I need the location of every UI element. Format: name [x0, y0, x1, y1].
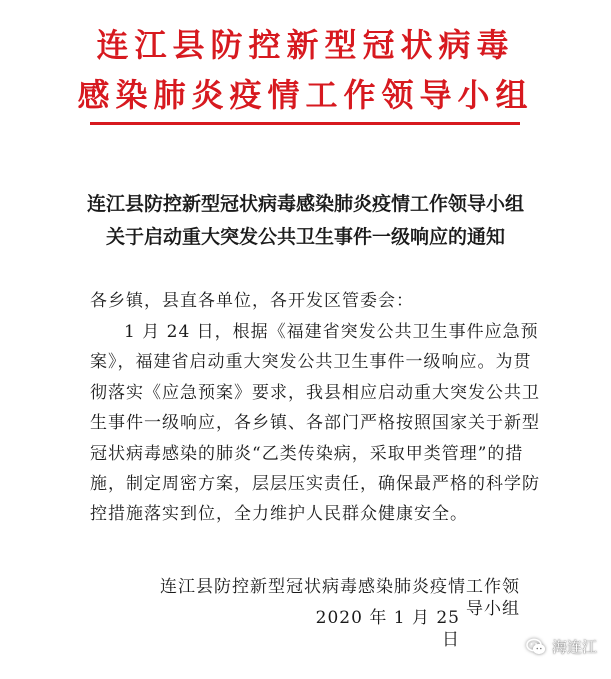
- salutation: 各乡镇，县直各单位，各开发区管委会：: [90, 291, 414, 311]
- title-line-1: 连江县防控新型冠状病毒感染肺炎疫情工作领导小组: [86, 193, 524, 215]
- body-line: 案》，福建省启动重大突发公共卫生事件一级响应。为贯: [90, 352, 532, 373]
- watermark: [526, 636, 597, 657]
- issue-date: 2020 年 1 月 25 日: [315, 608, 460, 650]
- header-line-2: 感染肺炎疫情工作领导小组: [77, 76, 534, 114]
- header-line-1: 连江县防控新型冠状病毒: [96, 26, 515, 64]
- notice-title: [0, 188, 611, 254]
- header-divider: [90, 122, 520, 125]
- body-line: 控措施落实到位，全力维护人民群众健康安全。: [90, 504, 468, 525]
- body-line: 生事件一级响应，各乡镇、各部门严格按照国家关于新型: [90, 413, 540, 434]
- body-line: 施，制定周密方案，层层压实责任，确保最严格的科学防: [90, 474, 540, 495]
- document-header: [0, 20, 611, 120]
- title-line-2: 关于启动重大突发公共卫生事件一级响应的通知: [105, 226, 505, 248]
- body-line: 1 月 24 日，根据《福建省突发公共卫生事件应急预: [124, 322, 539, 342]
- body-paragraph: [90, 317, 540, 530]
- wechat-icon: [526, 638, 546, 656]
- body-line: 冠状病毒感染的肺炎“乙类传染病，采取甲类管理”的措: [90, 443, 524, 464]
- watermark-text: 海连江: [551, 638, 597, 656]
- signature: 连江县防控新型冠状病毒感染肺炎疫情工作领导小组: [160, 577, 520, 619]
- body-line: 彻落实《应急预案》要求，我县相应启动重大突发公共卫: [90, 382, 540, 403]
